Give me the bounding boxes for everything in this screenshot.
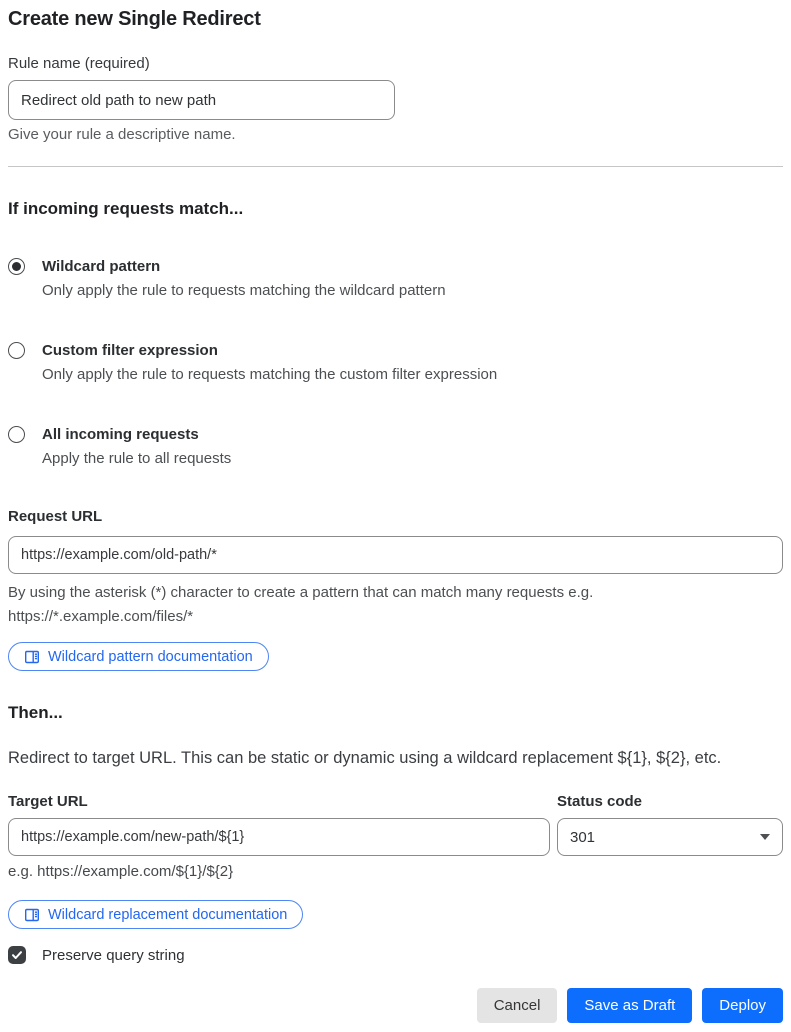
radio-description: Apply the rule to all requests (42, 450, 232, 467)
status-code-select[interactable] (557, 818, 783, 856)
doc-button-label: Wildcard pattern documentation (48, 648, 253, 665)
radio-option-all-requests[interactable] (8, 424, 783, 470)
radio-option-custom-filter[interactable] (8, 340, 783, 386)
radio-description: Only apply the rule to requests matching the custom filter expression (42, 366, 498, 383)
status-code-value: 301 (570, 828, 596, 846)
book-icon (24, 649, 40, 665)
preserve-query-label[interactable]: Preserve query string (42, 946, 185, 964)
target-url-input[interactable] (8, 818, 550, 856)
target-status-row (8, 770, 783, 882)
target-url-help: e.g. https://example.com/${1}/${2} (8, 863, 234, 880)
match-section-heading: If incoming requests match... (8, 199, 244, 218)
radio-button[interactable] (8, 342, 25, 359)
footer-actions (8, 988, 783, 1023)
radio-button[interactable] (8, 258, 25, 275)
cancel-button[interactable]: Cancel (477, 988, 558, 1023)
radio-option-wildcard-pattern[interactable] (8, 256, 783, 302)
page-title: Create new Single Redirect (8, 8, 261, 30)
then-description: Redirect to target URL. This can be static or dynamic using a wildcard replacement ${1}, ${2}, etc. (8, 749, 722, 767)
then-section-heading: Then... (8, 703, 63, 722)
radio-label[interactable]: Custom filter expression (42, 342, 218, 359)
status-code-label: Status code (557, 793, 643, 810)
doc-button-label: Wildcard replacement documentation (48, 906, 288, 923)
request-url-label: Request URL (8, 508, 103, 525)
radio-button[interactable] (8, 426, 25, 443)
request-url-input[interactable] (8, 536, 783, 574)
preserve-query-row[interactable] (8, 946, 783, 964)
request-url-help (8, 581, 783, 629)
radio-description: Only apply the rule to requests matching the wildcard pattern (42, 282, 446, 299)
preserve-query-checkbox[interactable] (8, 946, 26, 964)
radio-label[interactable]: All incoming requests (42, 426, 199, 443)
request-url-help-line2: https://*.example.com/files/* (8, 608, 194, 625)
chevron-down-icon (760, 834, 770, 840)
radio-label[interactable]: Wildcard pattern (42, 258, 161, 275)
deploy-button[interactable]: Deploy (702, 988, 783, 1023)
section-divider (8, 166, 783, 167)
wildcard-replacement-docs-button[interactable] (8, 900, 303, 929)
rule-name-label: Rule name (required) (8, 55, 150, 72)
rule-name-input[interactable] (8, 80, 395, 120)
rule-name-help: Give your rule a descriptive name. (8, 126, 236, 143)
book-icon (24, 907, 40, 923)
request-url-help-line1: By using the asterisk (*) character to create a pattern that can match many requests e.g. (8, 584, 594, 601)
save-as-draft-button[interactable]: Save as Draft (567, 988, 692, 1023)
target-url-label: Target URL (8, 793, 88, 810)
wildcard-pattern-docs-button[interactable] (8, 642, 269, 671)
